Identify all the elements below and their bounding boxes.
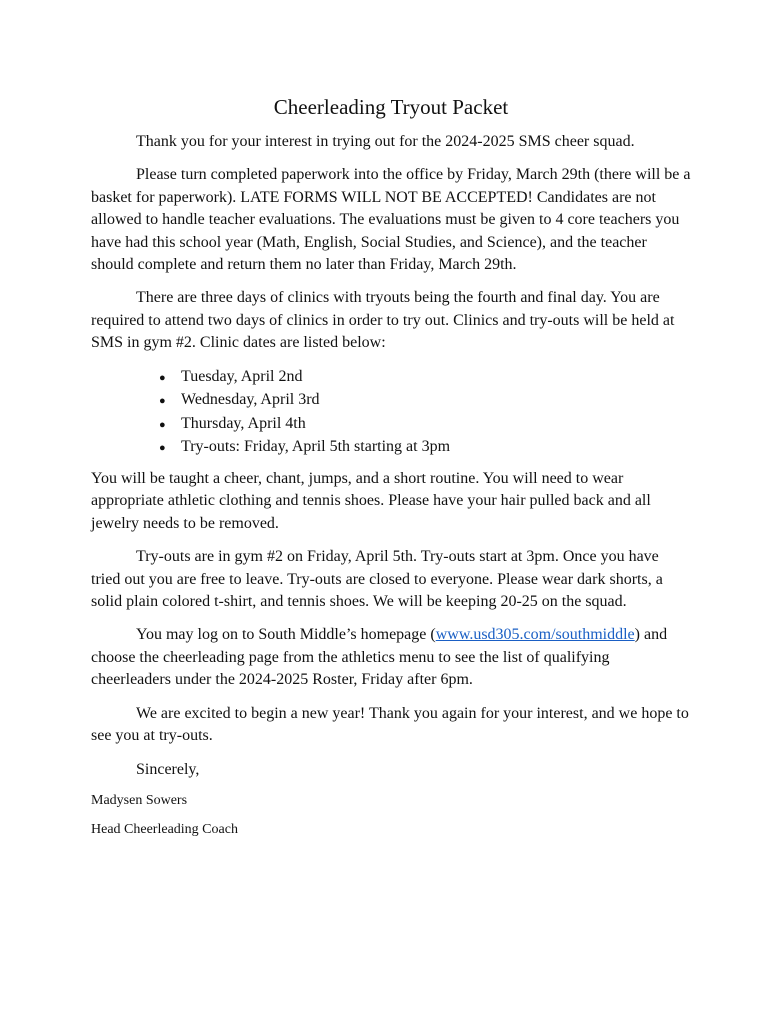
homepage-text-before: You may log on to South Middle’s homepage (	[136, 626, 436, 644]
list-item	[159, 389, 691, 413]
document-body	[91, 93, 691, 839]
bullet-icon: ●	[159, 418, 166, 431]
paragraph-homepage	[91, 624, 691, 691]
paragraph-paperwork: Please turn completed paperwork into the office by Friday, March 29th (there will be a basket for paperwork). LATE FORMS WILL NOT BE ACCEPTED! Candidates are not allowed to handle teacher evaluations. The evaluations must be given to 4 core teachers you have had this school year (Math, English, Social Studies, and Science), and the teacher should complete and return them no later than Friday, March 29th.	[91, 166, 691, 274]
paragraph-closing-note: We are excited to begin a new year! Thank you again for your interest, and we hope to see you at try-outs.	[91, 704, 689, 745]
clinic-date: Tuesday, April 2nd	[181, 367, 303, 385]
clinic-date: Thursday, April 4th	[181, 414, 306, 432]
paragraph-attire: You will be taught a cheer, chant, jumps, and a short routine. You will need to wear appropriate athletic clothing and tennis shoes. Please have your hair pulled back and all jewelry needs to be removed.	[91, 470, 651, 532]
homepage-text-after: ) and choose the cheerleading page from the athletics menu to see the list of qualifying cheerleaders under the 2024-2025 Roster, Friday after 6pm.	[91, 626, 668, 689]
signature-title: Head Cheerleading Coach	[91, 821, 238, 837]
clinic-date: Try-outs: Friday, April 5th starting at 3pm	[181, 438, 451, 456]
signature-name: Madysen Sowers	[91, 792, 188, 808]
list-item	[159, 366, 691, 390]
clinic-date: Wednesday, April 3rd	[181, 391, 320, 409]
paragraph-intro: Thank you for your interest in trying out for the 2024-2025 SMS cheer squad.	[136, 133, 635, 150]
paragraph-clinics: There are three days of clinics with tryouts being the fourth and final day. You are required to attend two days of clinics in order to try out. Clinics and try-outs will be held at SMS in gym #2. Clinic dates are listed below:	[91, 289, 675, 352]
clinic-dates-list	[91, 366, 691, 460]
document-title: Cheerleading Tryout Packet	[273, 95, 509, 119]
bullet-icon: ●	[159, 395, 166, 408]
closing-salutation: Sincerely,	[136, 760, 200, 778]
homepage-link[interactable]: www.usd305.com/southmiddle	[435, 626, 635, 644]
list-item	[159, 436, 691, 460]
bullet-icon: ●	[159, 442, 166, 455]
paragraph-tryouts: Try-outs are in gym #2 on Friday, April 5th. Try-outs start at 3pm. Once you have tried out you are free to leave. Try-outs are closed to everyone. Please wear dark shorts, a solid plain colored t-shirt, and tennis shoes. We will be keeping 20-25 on the squad.	[91, 548, 663, 611]
list-item	[159, 413, 691, 437]
bullet-icon: ●	[159, 371, 166, 384]
